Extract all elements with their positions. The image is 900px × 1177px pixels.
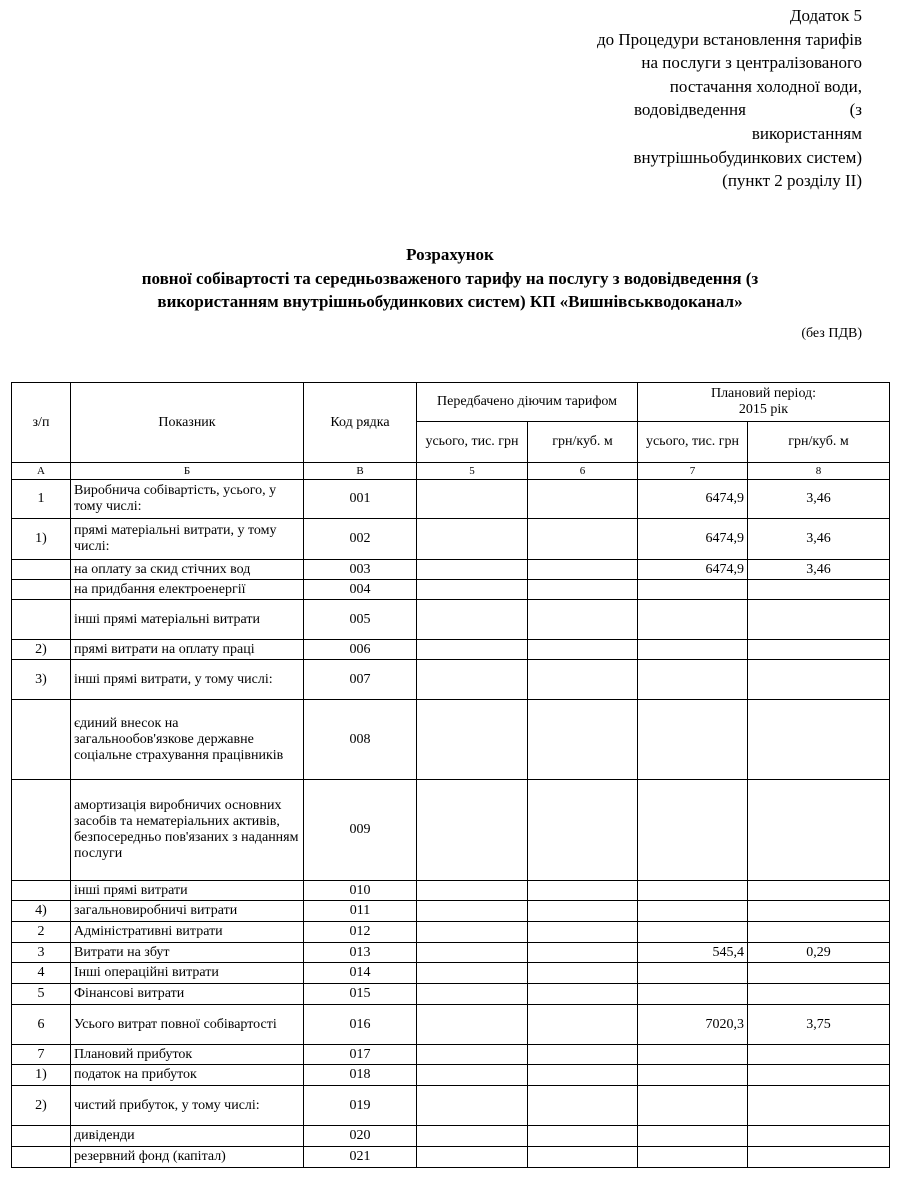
row-code: 018 (304, 1065, 417, 1086)
row-current-per-m3 (528, 600, 638, 640)
row-indicator: інші прямі матеріальні витрати (71, 600, 304, 640)
table-row (12, 1086, 890, 1126)
header-current-tariff: Передбачено діючим тарифом (417, 383, 638, 422)
row-code: 013 (304, 943, 417, 963)
row-current-per-m3 (528, 700, 638, 780)
row-current-total (417, 984, 528, 1005)
row-code: 012 (304, 922, 417, 943)
index-cell: А (12, 463, 71, 480)
row-code: 001 (304, 480, 417, 519)
row-indicator: резервний фонд (капітал) (71, 1147, 304, 1168)
table-row (12, 780, 890, 881)
row-planned-per-m3 (748, 1086, 890, 1126)
row-current-per-m3 (528, 560, 638, 580)
row-planned-per-m3: 3,75 (748, 1005, 890, 1045)
row-current-per-m3 (528, 963, 638, 984)
row-current-per-m3 (528, 922, 638, 943)
header-sp: з/п (12, 383, 71, 463)
index-cell: 5 (417, 463, 528, 480)
annex-line: (пункт 2 розділу ІІ) (722, 171, 862, 191)
table-row (12, 660, 890, 700)
header-planned-label: Плановий період: (710, 386, 817, 401)
row-indicator: податок на прибуток (71, 1065, 304, 1086)
row-number (12, 881, 71, 901)
table-row (12, 600, 890, 640)
vat-note: (без ПДВ) (801, 326, 862, 341)
annex-reference (540, 4, 862, 193)
header-per-m3-planned: грн/куб. м (748, 422, 890, 463)
row-planned-per-m3 (748, 660, 890, 700)
table-row (12, 922, 890, 943)
row-number (12, 780, 71, 881)
row-planned-total (638, 700, 748, 780)
row-current-total (417, 901, 528, 922)
row-planned-per-m3 (748, 1045, 890, 1065)
table-row (12, 700, 890, 780)
row-number: 5 (12, 984, 71, 1005)
row-number (12, 580, 71, 600)
row-code: 011 (304, 901, 417, 922)
table-row (12, 943, 890, 963)
row-current-total (417, 1086, 528, 1126)
row-planned-per-m3 (748, 1147, 890, 1168)
row-planned-total (638, 881, 748, 901)
row-planned-total (638, 984, 748, 1005)
row-planned-total: 6474,9 (638, 560, 748, 580)
table-row (12, 580, 890, 600)
row-planned-per-m3 (748, 901, 890, 922)
row-planned-total: 6474,9 (638, 480, 748, 519)
row-number: 3) (12, 660, 71, 700)
row-number (12, 560, 71, 580)
row-indicator: Адміністративні витрати (71, 922, 304, 943)
table-row (12, 1065, 890, 1086)
index-cell: 8 (748, 463, 890, 480)
row-planned-total (638, 640, 748, 660)
row-code: 015 (304, 984, 417, 1005)
annex-line: на послуги з централізованого (641, 53, 862, 73)
row-indicator: прямі матеріальні витрати, у тому числі: (71, 519, 304, 560)
row-current-total (417, 560, 528, 580)
row-number: 1 (12, 480, 71, 519)
row-current-total (417, 1045, 528, 1065)
row-planned-total: 545,4 (638, 943, 748, 963)
annex-line: до Процедури встановлення тарифів (597, 29, 862, 49)
index-cell: 6 (528, 463, 638, 480)
document-title (20, 243, 880, 314)
row-planned-total (638, 922, 748, 943)
row-planned-per-m3 (748, 1065, 890, 1086)
row-planned-total (638, 1126, 748, 1147)
row-current-per-m3 (528, 984, 638, 1005)
annex-line-right: (з (849, 100, 862, 120)
row-indicator: Усього витрат повної собівартості (71, 1005, 304, 1045)
table-row (12, 519, 890, 560)
row-current-total (417, 1005, 528, 1045)
row-current-per-m3 (528, 943, 638, 963)
row-current-per-m3 (528, 1045, 638, 1065)
row-planned-per-m3 (748, 881, 890, 901)
row-current-per-m3 (528, 519, 638, 560)
table-row (12, 640, 890, 660)
row-code: 017 (304, 1045, 417, 1065)
row-planned-total: 7020,3 (638, 1005, 748, 1045)
row-number (12, 1147, 71, 1168)
row-current-total (417, 600, 528, 640)
row-indicator: амортизація виробничих основних засобів та нематеріальних активів, безпосередньо пов'язаних з наданням послуги (71, 780, 304, 881)
row-number: 7 (12, 1045, 71, 1065)
row-indicator: прямі витрати на оплату праці (71, 640, 304, 660)
row-current-per-m3 (528, 580, 638, 600)
row-code: 004 (304, 580, 417, 600)
row-planned-per-m3 (748, 984, 890, 1005)
row-current-per-m3 (528, 1065, 638, 1086)
row-planned-per-m3 (748, 700, 890, 780)
row-code: 019 (304, 1086, 417, 1126)
row-current-per-m3 (528, 1005, 638, 1045)
row-planned-per-m3 (748, 1126, 890, 1147)
row-planned-per-m3: 3,46 (748, 519, 890, 560)
annex-line-left: водовідведення (634, 100, 746, 120)
table-row (12, 881, 890, 901)
index-cell: 7 (638, 463, 748, 480)
row-number (12, 600, 71, 640)
annex-line: Додаток 5 (789, 6, 862, 25)
row-number: 3 (12, 943, 71, 963)
row-code: 021 (304, 1147, 417, 1168)
row-code: 002 (304, 519, 417, 560)
row-indicator: Виробнича собівартість, усього, у тому числі: (71, 480, 304, 519)
table-row (12, 901, 890, 922)
row-planned-total (638, 1065, 748, 1086)
row-planned-per-m3: 3,46 (748, 560, 890, 580)
row-indicator: єдиний внесок на загальнообов'язкове державне соціальне страхування працівників (71, 700, 304, 780)
header-planned-period (638, 383, 890, 422)
row-number: 4 (12, 963, 71, 984)
row-planned-total (638, 600, 748, 640)
row-code: 005 (304, 600, 417, 640)
row-planned-total (638, 780, 748, 881)
row-code: 020 (304, 1126, 417, 1147)
row-number: 1) (12, 519, 71, 560)
table-row (12, 984, 890, 1005)
row-code: 006 (304, 640, 417, 660)
row-current-per-m3 (528, 1147, 638, 1168)
row-indicator: Інші операційні витрати (71, 963, 304, 984)
header-planned-year: 2015 рік (738, 402, 789, 417)
annex-line: використанням (751, 123, 862, 143)
row-current-total (417, 963, 528, 984)
annex-line: внутрішньобудинкових систем) (633, 147, 862, 167)
row-planned-per-m3 (748, 580, 890, 600)
row-current-total (417, 922, 528, 943)
index-cell: Б (71, 463, 304, 480)
row-code: 008 (304, 700, 417, 780)
row-current-total (417, 519, 528, 560)
table-row (12, 1005, 890, 1045)
header-total-current: усього, тис. грн (417, 422, 528, 463)
table-row (12, 480, 890, 519)
row-planned-total (638, 1086, 748, 1126)
row-current-total (417, 1065, 528, 1086)
row-number: 1) (12, 1065, 71, 1086)
row-indicator: дивіденди (71, 1126, 304, 1147)
row-current-per-m3 (528, 640, 638, 660)
row-number: 4) (12, 901, 71, 922)
header-code: Код рядка (304, 383, 417, 463)
header-indicator: Показник (71, 383, 304, 463)
row-planned-total (638, 1045, 748, 1065)
row-planned-per-m3 (748, 640, 890, 660)
row-indicator: інші прямі витрати, у тому числі: (71, 660, 304, 700)
row-planned-total (638, 963, 748, 984)
row-current-total (417, 1147, 528, 1168)
title-line: використанням внутрішньобудинкових систем) КП «Вишнівськводоканал» (157, 292, 743, 311)
row-number: 6 (12, 1005, 71, 1045)
title-line: Розрахунок (406, 245, 494, 264)
row-current-total (417, 580, 528, 600)
row-indicator: Витрати на збут (71, 943, 304, 963)
row-current-per-m3 (528, 480, 638, 519)
row-indicator: Фінансові витрати (71, 984, 304, 1005)
annex-line (540, 98, 862, 122)
header-total-planned: усього, тис. грн (638, 422, 748, 463)
row-number: 2 (12, 922, 71, 943)
row-current-total (417, 640, 528, 660)
row-code: 016 (304, 1005, 417, 1045)
row-planned-per-m3 (748, 600, 890, 640)
table-row (12, 1045, 890, 1065)
index-cell: В (304, 463, 417, 480)
row-code: 003 (304, 560, 417, 580)
row-current-total (417, 700, 528, 780)
row-current-per-m3 (528, 660, 638, 700)
row-planned-total (638, 580, 748, 600)
row-planned-total (638, 901, 748, 922)
row-planned-per-m3: 0,29 (748, 943, 890, 963)
row-number: 2) (12, 1086, 71, 1126)
row-indicator: на оплату за скид стічних вод (71, 560, 304, 580)
row-planned-total (638, 660, 748, 700)
row-current-per-m3 (528, 881, 638, 901)
row-code: 010 (304, 881, 417, 901)
row-current-total (417, 881, 528, 901)
row-planned-total: 6474,9 (638, 519, 748, 560)
row-number (12, 700, 71, 780)
row-current-total (417, 943, 528, 963)
row-current-total (417, 1126, 528, 1147)
row-indicator: чистий прибуток, у тому числі: (71, 1086, 304, 1126)
row-code: 009 (304, 780, 417, 881)
table-row (12, 1147, 890, 1168)
row-number (12, 1126, 71, 1147)
row-current-total (417, 660, 528, 700)
row-code: 007 (304, 660, 417, 700)
row-planned-total (638, 1147, 748, 1168)
row-current-per-m3 (528, 901, 638, 922)
row-indicator: на придбання електроенергії (71, 580, 304, 600)
title-line: повної собівартості та середньозваженого тарифу на послугу з водовідведення (з (141, 268, 759, 288)
row-current-per-m3 (528, 1126, 638, 1147)
row-current-per-m3 (528, 780, 638, 881)
row-number: 2) (12, 640, 71, 660)
row-indicator: загальновиробничі витрати (71, 901, 304, 922)
row-indicator: Плановий прибуток (71, 1045, 304, 1065)
table-row (12, 560, 890, 580)
row-planned-per-m3 (748, 963, 890, 984)
row-current-per-m3 (528, 1086, 638, 1126)
header-per-m3-current: грн/куб. м (528, 422, 638, 463)
cost-table (11, 382, 890, 1168)
row-indicator: інші прямі витрати (71, 881, 304, 901)
row-planned-per-m3: 3,46 (748, 480, 890, 519)
row-current-total (417, 780, 528, 881)
row-code: 014 (304, 963, 417, 984)
row-planned-per-m3 (748, 780, 890, 881)
row-current-total (417, 480, 528, 519)
row-planned-per-m3 (748, 922, 890, 943)
table-row (12, 963, 890, 984)
table-row (12, 1126, 890, 1147)
annex-line: постачання холодної води, (669, 76, 862, 96)
